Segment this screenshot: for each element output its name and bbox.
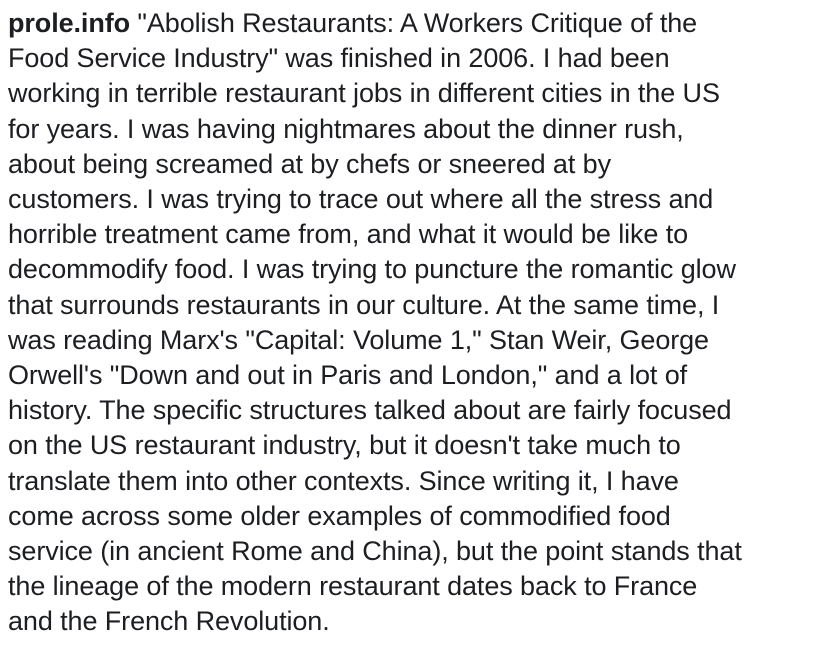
caption-line: Food Service Industry" was finished in 2006. I had been: [8, 43, 670, 74]
caption-line: the lineage of the modern restaurant dates back to France: [8, 571, 698, 602]
caption-line: was reading Marx's "Capital: Volume 1," Stan Weir, George: [8, 324, 709, 355]
caption-line: Orwell's "Down and out in Paris and London," and a lot of: [8, 360, 688, 391]
caption-line: [8, 6, 822, 41]
caption-line: service (in ancient Rome and China), but the point stands that: [8, 536, 742, 567]
caption-line: history. The specific structures talked about are fairly focused: [8, 395, 732, 426]
caption-text: "Abolish Restaurants: A Workers Critique of the: [137, 8, 698, 38]
caption-line: horrible treatment came from, and what it would be like to: [8, 219, 689, 250]
caption-line: and the French Revolution.: [8, 606, 330, 637]
caption-line: about being screamed at by chefs or sneered at by: [8, 148, 611, 179]
caption-line: translate them into other contexts. Since writing it, I have: [8, 465, 679, 496]
caption-line: decommodify food. I was trying to puncture the romantic glow: [8, 254, 736, 285]
caption-line: come across some older examples of commodified food: [8, 500, 671, 531]
caption-line: that surrounds restaurants in our culture. At the same time, I: [8, 289, 720, 320]
caption-line: customers. I was trying to trace out where all the stress and: [8, 184, 714, 215]
username-link[interactable]: prole.info: [8, 8, 130, 38]
caption-line: on the US restaurant industry, but it doesn't take much to: [8, 430, 681, 461]
caption-line: for years. I was having nightmares about the dinner rush,: [8, 113, 684, 144]
caption-line: working in terrible restaurant jobs in different cities in the US: [8, 78, 720, 109]
